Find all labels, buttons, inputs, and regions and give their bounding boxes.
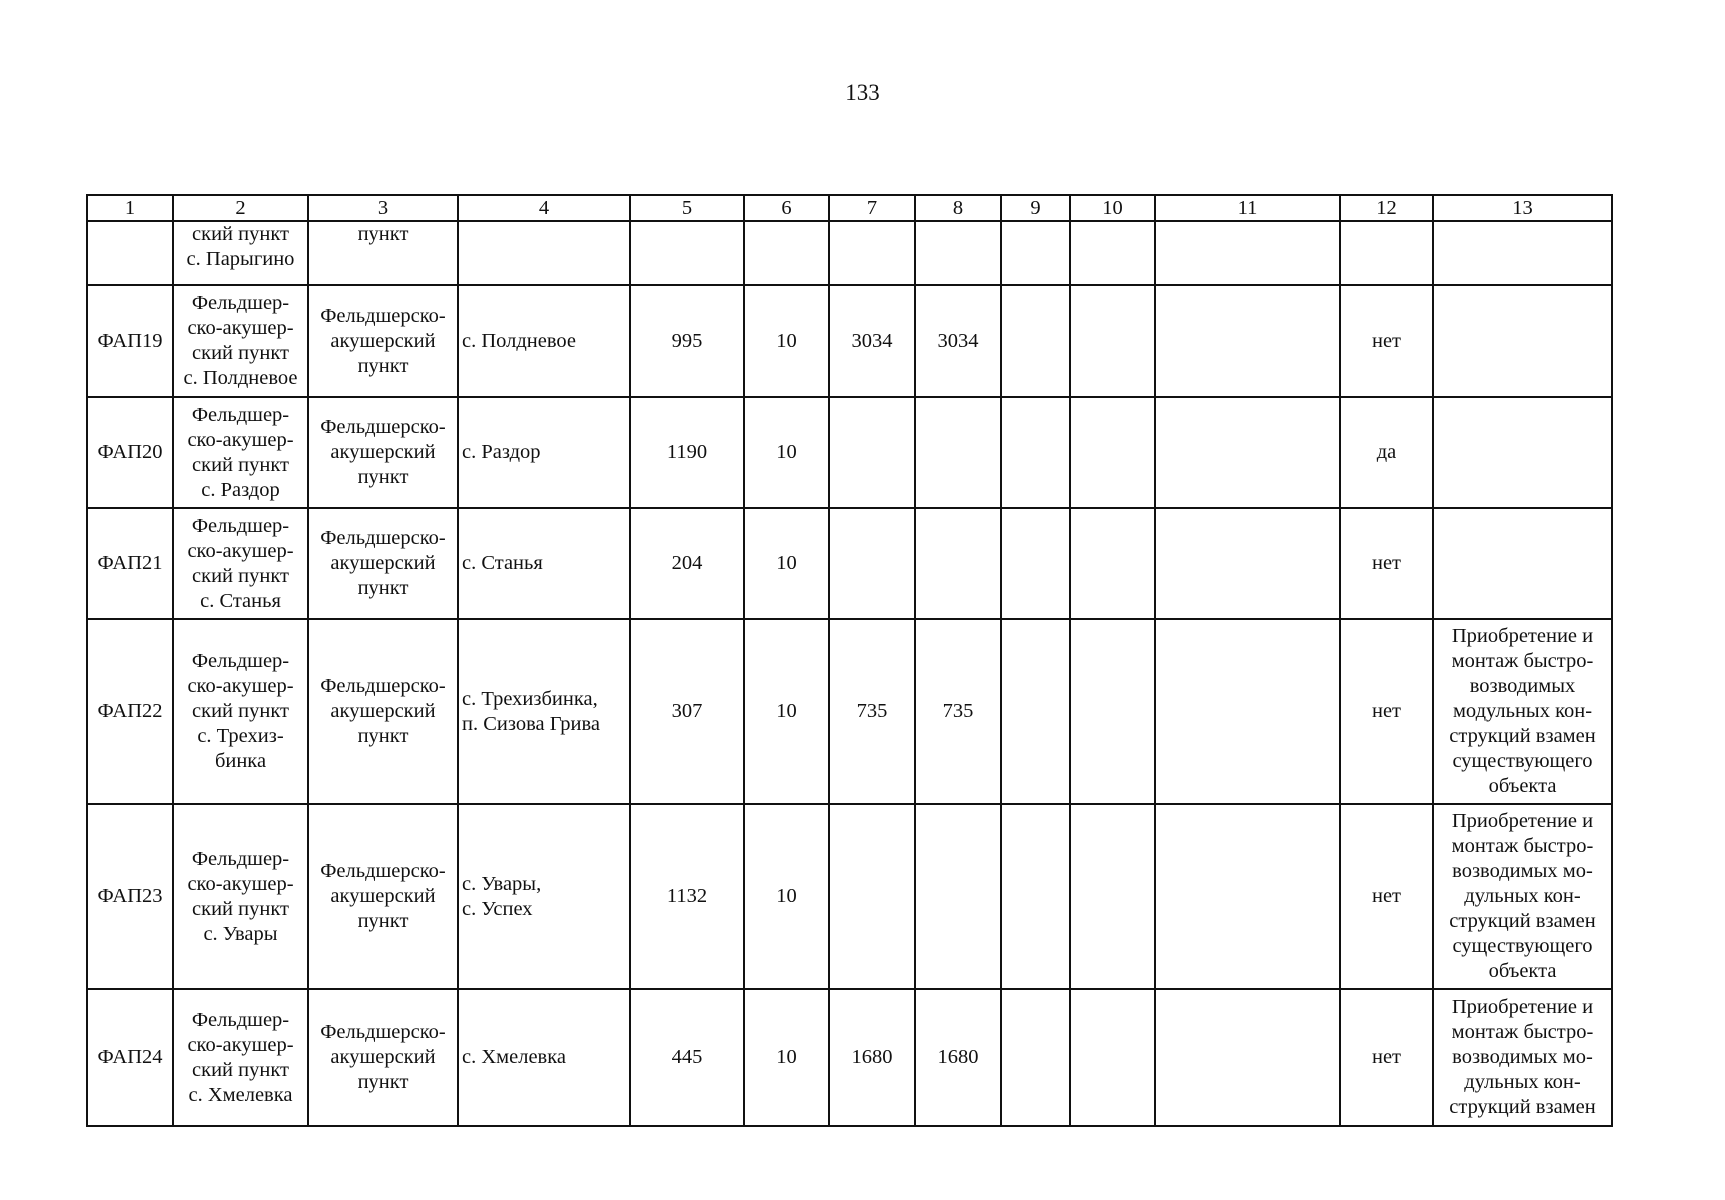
cell-col7 bbox=[829, 221, 915, 285]
column-header: 12 bbox=[1340, 195, 1433, 221]
cell-col6: 10 bbox=[744, 804, 829, 989]
cell-code bbox=[87, 221, 173, 285]
cell-col9 bbox=[1001, 989, 1070, 1126]
column-header: 2 bbox=[173, 195, 308, 221]
cell-settlement: с. Увары, с. Успех bbox=[458, 804, 630, 989]
cell-col6 bbox=[744, 221, 829, 285]
cell-col13 bbox=[1433, 285, 1612, 397]
column-header: 3 bbox=[308, 195, 458, 221]
cell-col8: 1680 bbox=[915, 989, 1001, 1126]
cell-col7: 3034 bbox=[829, 285, 915, 397]
cell-col7: 735 bbox=[829, 619, 915, 804]
cell-col5 bbox=[630, 221, 744, 285]
cell-col11 bbox=[1155, 619, 1340, 804]
column-header: 5 bbox=[630, 195, 744, 221]
cell-col11 bbox=[1155, 804, 1340, 989]
cell-col5: 204 bbox=[630, 508, 744, 619]
cell-col9 bbox=[1001, 285, 1070, 397]
cell-col11 bbox=[1155, 221, 1340, 285]
cell-col12: да bbox=[1340, 397, 1433, 508]
cell-col12: нет bbox=[1340, 619, 1433, 804]
cell-settlement: с. Раздор bbox=[458, 397, 630, 508]
column-header: 13 bbox=[1433, 195, 1612, 221]
table-row bbox=[87, 285, 1612, 397]
cell-col10 bbox=[1070, 804, 1155, 989]
cell-name: Фельдшер- ско-акушер- ский пункт с. Полдневое bbox=[173, 285, 308, 397]
cell-col6: 10 bbox=[744, 397, 829, 508]
cell-code: ФАП24 bbox=[87, 989, 173, 1126]
page-number: 133 bbox=[845, 80, 880, 105]
column-number-row bbox=[87, 195, 1612, 221]
cell-col5: 1190 bbox=[630, 397, 744, 508]
cell-type: Фельдшерско- акушерский пункт bbox=[308, 804, 458, 989]
cell-col7 bbox=[829, 804, 915, 989]
cell-type: Фельдшерско- акушерский пункт bbox=[308, 508, 458, 619]
cell-col11 bbox=[1155, 508, 1340, 619]
cell-col13 bbox=[1433, 221, 1612, 285]
cell-settlement: с. Хмелевка bbox=[458, 989, 630, 1126]
cell-type: пункт bbox=[308, 221, 458, 285]
cell-settlement: с. Полдневое bbox=[458, 285, 630, 397]
cell-col8 bbox=[915, 221, 1001, 285]
cell-col6: 10 bbox=[744, 508, 829, 619]
table-row bbox=[87, 989, 1612, 1126]
cell-type: Фельдшерско- акушерский пункт bbox=[308, 397, 458, 508]
cell-col7 bbox=[829, 508, 915, 619]
column-header: 7 bbox=[829, 195, 915, 221]
column-header: 6 bbox=[744, 195, 829, 221]
cell-col9 bbox=[1001, 619, 1070, 804]
cell-col9 bbox=[1001, 397, 1070, 508]
cell-settlement: с. Станья bbox=[458, 508, 630, 619]
cell-code: ФАП19 bbox=[87, 285, 173, 397]
cell-settlement: с. Трехизбинка, п. Сизова Грива bbox=[458, 619, 630, 804]
cell-col5: 307 bbox=[630, 619, 744, 804]
cell-col12: нет bbox=[1340, 508, 1433, 619]
cell-col10 bbox=[1070, 221, 1155, 285]
cell-col11 bbox=[1155, 397, 1340, 508]
cell-settlement bbox=[458, 221, 630, 285]
cell-col8: 735 bbox=[915, 619, 1001, 804]
cell-col7 bbox=[829, 397, 915, 508]
table-row bbox=[87, 804, 1612, 989]
cell-col6: 10 bbox=[744, 619, 829, 804]
cell-col5: 995 bbox=[630, 285, 744, 397]
table-row bbox=[87, 397, 1612, 508]
cell-code: ФАП20 bbox=[87, 397, 173, 508]
table-row-continuation bbox=[87, 221, 1612, 285]
cell-col5: 1132 bbox=[630, 804, 744, 989]
cell-col13 bbox=[1433, 508, 1612, 619]
table-row bbox=[87, 508, 1612, 619]
cell-col9 bbox=[1001, 804, 1070, 989]
cell-code: ФАП23 bbox=[87, 804, 173, 989]
cell-col8 bbox=[915, 804, 1001, 989]
cell-col5: 445 bbox=[630, 989, 744, 1126]
cell-col8: 3034 bbox=[915, 285, 1001, 397]
cell-name: Фельдшер- ско-акушер- ский пункт с. Хмелевка bbox=[173, 989, 308, 1126]
cell-name: Фельдшер- ско-акушер- ский пункт с. Раздор bbox=[173, 397, 308, 508]
column-header: 8 bbox=[915, 195, 1001, 221]
column-header: 9 bbox=[1001, 195, 1070, 221]
cell-type: Фельдшерско- акушерский пункт bbox=[308, 285, 458, 397]
table-row bbox=[87, 619, 1612, 804]
cell-name: Фельдшер- ско-акушер- ский пункт с. Станья bbox=[173, 508, 308, 619]
document-table bbox=[86, 194, 1613, 1127]
column-header: 11 bbox=[1155, 195, 1340, 221]
cell-col7: 1680 bbox=[829, 989, 915, 1126]
cell-col8 bbox=[915, 508, 1001, 619]
cell-col10 bbox=[1070, 508, 1155, 619]
cell-col12 bbox=[1340, 221, 1433, 285]
cell-col8 bbox=[915, 397, 1001, 508]
column-header: 1 bbox=[87, 195, 173, 221]
cell-col12: нет bbox=[1340, 989, 1433, 1126]
cell-col9 bbox=[1001, 508, 1070, 619]
cell-col12: нет bbox=[1340, 285, 1433, 397]
cell-name: ский пункт с. Парыгино bbox=[173, 221, 308, 285]
cell-col6: 10 bbox=[744, 989, 829, 1126]
cell-type: Фельдшерско- акушерский пункт bbox=[308, 619, 458, 804]
column-header: 10 bbox=[1070, 195, 1155, 221]
column-header: 4 bbox=[458, 195, 630, 221]
cell-col12: нет bbox=[1340, 804, 1433, 989]
cell-col10 bbox=[1070, 285, 1155, 397]
cell-col6: 10 bbox=[744, 285, 829, 397]
cell-col9 bbox=[1001, 221, 1070, 285]
cell-name: Фельдшер- ско-акушер- ский пункт с. Увары bbox=[173, 804, 308, 989]
cell-col13: Приобретение и монтаж быстро- возводимых модульных кон- струкций взамен существующего объекта bbox=[1433, 619, 1612, 804]
cell-code: ФАП21 bbox=[87, 508, 173, 619]
cell-name: Фельдшер- ско-акушер- ский пункт с. Трехиз- бинка bbox=[173, 619, 308, 804]
cell-col10 bbox=[1070, 619, 1155, 804]
cell-col10 bbox=[1070, 989, 1155, 1126]
cell-col11 bbox=[1155, 989, 1340, 1126]
cell-type: Фельдшерско- акушерский пункт bbox=[308, 989, 458, 1126]
cell-code: ФАП22 bbox=[87, 619, 173, 804]
cell-col13: Приобретение и монтаж быстро- возводимых мо- дульных кон- струкций взамен bbox=[1433, 989, 1612, 1126]
cell-col13 bbox=[1433, 397, 1612, 508]
cell-col10 bbox=[1070, 397, 1155, 508]
cell-col13: Приобретение и монтаж быстро- возводимых мо- дульных кон- струкций взамен существующего объекта bbox=[1433, 804, 1612, 989]
cell-col11 bbox=[1155, 285, 1340, 397]
